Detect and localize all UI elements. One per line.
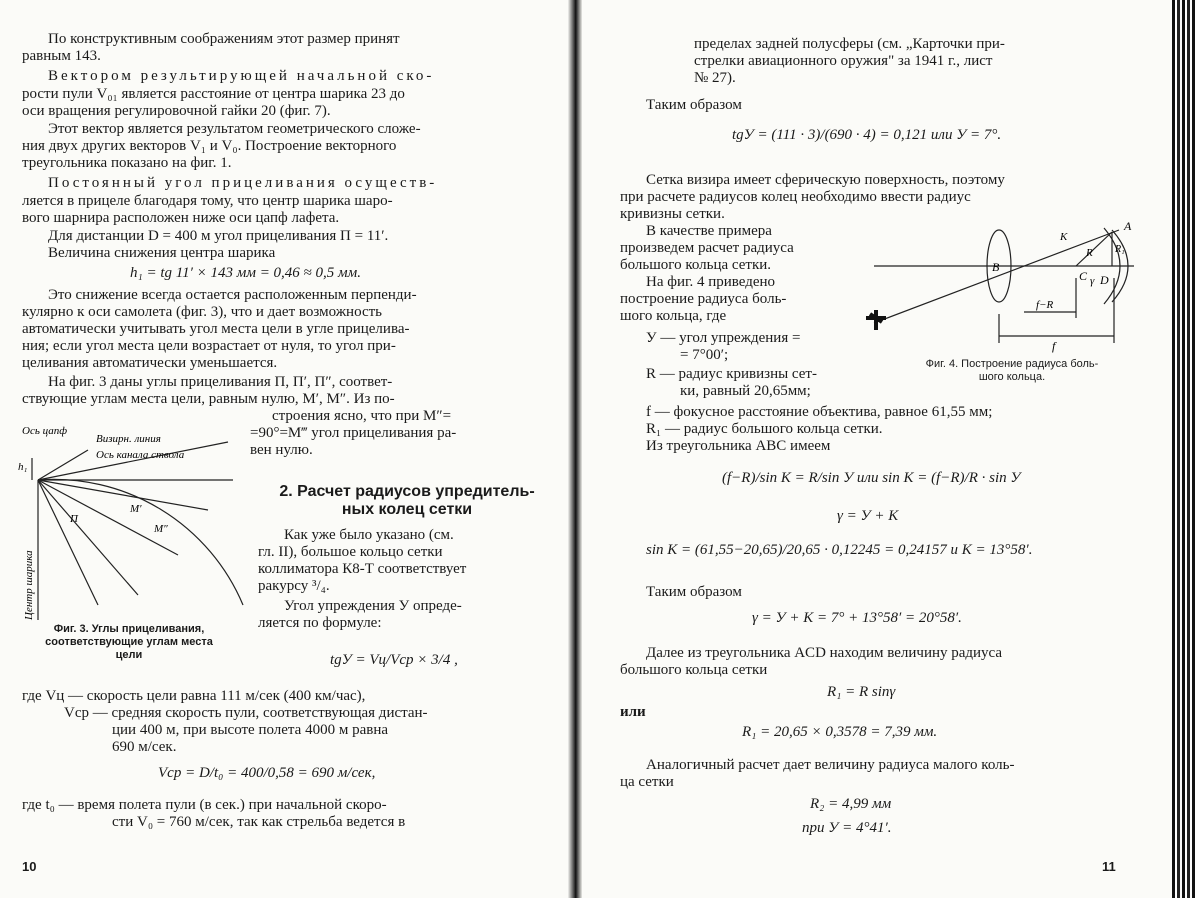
text-line: = 7°00′; xyxy=(680,347,729,363)
text-line: Вектором результирующей начальной ско- xyxy=(48,68,435,84)
text-line: Величина снижения центра шарика xyxy=(48,245,276,261)
text-line: сти V₀ = 760 м/сек, так как стрельба ведется в xyxy=(112,814,406,830)
text-line: ляется по формуле: xyxy=(258,615,382,631)
text-line: построение радиуса боль- xyxy=(620,291,787,307)
formula-sin2: sin K = (61,55−20,65)/20,65 · 0,12245 = 0,24157 и K = 13°58′. xyxy=(646,542,1033,558)
right-page xyxy=(582,0,1172,898)
text-line: большого кольца сетки xyxy=(620,662,768,678)
caption-line: шого кольца. xyxy=(978,371,1046,383)
label-p: П xyxy=(70,513,78,525)
label-c: C xyxy=(1079,269,1088,283)
label-d: D xyxy=(1100,273,1109,287)
text-line: Этот вектор является результатом геометрического сложе- xyxy=(48,121,421,137)
section-title: ных колец сетки xyxy=(341,501,473,518)
text-line: В качестве примера xyxy=(646,223,772,239)
formula-tg2: tgУ = (111 · 3)/(690 · 4) = 0,121 или У = 7°. xyxy=(732,127,1002,143)
caption-line: соответствующие углам места xyxy=(45,636,213,648)
label-a: A xyxy=(1124,219,1132,233)
text-line: треугольника показано на фиг. 1. xyxy=(22,155,232,171)
text-line: Сетка визира имеет сферическую поверхность, поэтому xyxy=(646,172,1005,188)
text-line: № 27). xyxy=(694,70,736,86)
formula-at: при У = 4°41′. xyxy=(802,820,892,836)
text-line: где t₀ — время полета пули (в сек.) при начальной скоро- xyxy=(22,797,387,813)
text-line: вен нулю. xyxy=(250,442,313,458)
text-line: автоматически учитывать угол места цели в угле прицелива- xyxy=(22,321,410,337)
text-line: Таким образом xyxy=(646,97,742,113)
text-line: гл. II), большое кольцо сетки xyxy=(258,544,443,560)
text-line: R — радиус кривизны сет- xyxy=(646,366,817,382)
label-trunnion-axis: Ось цапф xyxy=(22,425,68,437)
page-number: 10 xyxy=(22,859,37,874)
text-line: большого кольца сетки. xyxy=(620,257,772,273)
caption-line: цели xyxy=(115,649,143,661)
label-gamma: γ xyxy=(1090,275,1095,287)
text-line: ствующие углам места цели, равным нулю, M′, M″. Из по- xyxy=(22,391,395,407)
label-r: R xyxy=(1086,247,1093,259)
text-line: По конструктивным соображениям этот размер принят xyxy=(48,31,400,47)
label-h1: h₁ xyxy=(18,461,28,473)
text-line: Аналогичный расчет дает величину радиуса малого коль- xyxy=(646,757,1015,773)
figure-3-aiming-angles xyxy=(18,420,248,625)
label-ball-center: Центр шарика xyxy=(23,550,35,620)
text-line: ляется в прицеле благодаря тому, что центр шарика шаро- xyxy=(22,193,393,209)
text-line: =90°=M‴ угол прицеливания ра- xyxy=(250,425,457,441)
book-edge xyxy=(1172,0,1196,898)
formula-r1-value: R₁ = 20,65 × 0,3578 = 7,39 мм. xyxy=(742,724,938,740)
formula-gamma2: γ = У + K = 7° + 13°58′ = 20°58′. xyxy=(752,610,962,626)
text-line: коллиматора К8-Т соответствует xyxy=(258,561,467,577)
text-line: Из треугольника ABC имеем xyxy=(646,438,831,454)
section-title: 2. Расчет радиусов упредитель- xyxy=(279,483,535,500)
barrel-axis-line xyxy=(38,442,228,480)
figure-4-ring-radius xyxy=(864,218,1154,358)
page-number: 11 xyxy=(1102,859,1116,874)
caption-line: Фиг. 4. Построение радиуса боль- xyxy=(925,358,1099,370)
figure-4-caption xyxy=(872,358,1152,384)
formula-r2: R₂ = 4,99 мм xyxy=(810,796,892,812)
label-k: K xyxy=(1060,231,1068,243)
angle-ray xyxy=(38,480,208,510)
text-line: Как уже было указано (см. xyxy=(284,527,454,543)
text-line: целивания автоматически уменьшается. xyxy=(22,355,278,371)
text-line: Постоянный угол прицеливания осуществ- xyxy=(48,175,438,191)
text-line: стрелки авиационного оружия" за 1941 г., лист xyxy=(694,53,993,69)
text-line: кривизны сетки. xyxy=(620,206,725,222)
radius-line xyxy=(1076,232,1112,266)
text-line: кулярно к оси самолета (фиг. 3), что и дает возможность xyxy=(22,304,383,320)
label-r1: R₁ xyxy=(1115,244,1125,255)
text-line: равным 143. xyxy=(22,48,101,64)
text-line: У — угол упреждения = xyxy=(646,330,801,346)
text-line: строения ясно, что при M″= xyxy=(272,408,452,424)
book-gutter xyxy=(568,0,582,898)
text-line: Далее из треугольника ACD находим величину радиуса xyxy=(646,645,1003,661)
formula-sin1: (f−R)/sin K = R/sin У или sin K = (f−R)/R · sin У xyxy=(722,470,1021,486)
label-barrel-axis: Ось канала ствола xyxy=(96,449,185,461)
text-line: Для дистанции D = 400 м угол прицеливания П = 11′. xyxy=(48,228,389,244)
text-line: f — фокусное расстояние объектива, равное 61,55 мм; xyxy=(646,404,993,420)
text-line: Это снижение всегда остается расположенным перпенди- xyxy=(48,287,417,303)
label-f-minus-r: f−R xyxy=(1036,299,1054,311)
caption-line: Фиг. 3. Углы прицеливания, xyxy=(53,623,205,635)
left-page xyxy=(0,0,568,898)
text-line: вого шарнира расположен ниже оси цапф лафета. xyxy=(22,210,340,226)
label-f: f xyxy=(1052,339,1056,353)
text-line: оси вращения регулировочной гайки 20 (фиг. 7). xyxy=(22,103,331,119)
formula-vcp: Vср = D/t₀ = 400/0,58 = 690 м/сек, xyxy=(158,765,376,781)
angle-ray xyxy=(38,480,138,595)
label-b: B xyxy=(992,260,1000,274)
text-line: пределах задней полусферы (см. „Карточки при- xyxy=(694,36,1005,52)
formula-r1: R₁ = R sinγ xyxy=(827,684,896,700)
text-line: ца сетки xyxy=(620,774,674,790)
angle-ray xyxy=(38,480,98,605)
figure-3-caption xyxy=(14,623,244,662)
label-m2: М″ xyxy=(154,523,168,535)
text-line: шого кольца, где xyxy=(620,308,727,324)
text-line: R₁ — радиус большого кольца сетки. xyxy=(646,421,883,437)
text-line: Таким образом xyxy=(646,584,742,600)
text-line: рости пули V₀₁ является расстояние от центра шарика 23 до xyxy=(22,86,405,102)
text-line: 690 м/сек. xyxy=(112,739,177,755)
aircraft-icon xyxy=(866,310,886,330)
formula-gamma: γ = У + K xyxy=(837,508,899,524)
text-line: ки, равный 20,65мм; xyxy=(680,383,811,399)
formula-tg: tgУ = Vц/Vср × 3/4 , xyxy=(330,652,458,668)
formula-h1: h₁ = tg 11′ × 143 мм = 0,46 ≈ 0,5 мм. xyxy=(130,265,361,281)
text-line: На фиг. 3 даны углы прицеливания П, П′, П″, соответ- xyxy=(48,374,393,390)
text-line: ния двух других векторов V₁ и V₀. Построение векторного xyxy=(22,138,397,154)
label-m1: М′ xyxy=(130,503,142,515)
text-line: ния; если угол места цели возрастает от нуля, то угол при- xyxy=(22,338,396,354)
text-line: ции 400 м, при высоте полета 4000 м равна xyxy=(112,722,388,738)
text-line: произведем расчет радиуса xyxy=(620,240,794,256)
angle-ray xyxy=(38,480,178,555)
text-line: Угол упреждения У опреде- xyxy=(284,598,462,614)
text-line: или xyxy=(620,704,646,720)
text-line: ракурсу ³/₄. xyxy=(258,578,330,594)
text-line: Vср — средняя скорость пули, соответствующая дистан- xyxy=(64,705,428,721)
text-line: На фиг. 4 приведено xyxy=(646,274,776,290)
text-line: где Vц — скорость цели равна 111 м/сек (400 км/час), xyxy=(22,688,366,704)
text-line: при расчете радиусов колец необходимо ввести радиус xyxy=(620,189,971,205)
label-sight-line: Визирн. линия xyxy=(96,433,161,445)
